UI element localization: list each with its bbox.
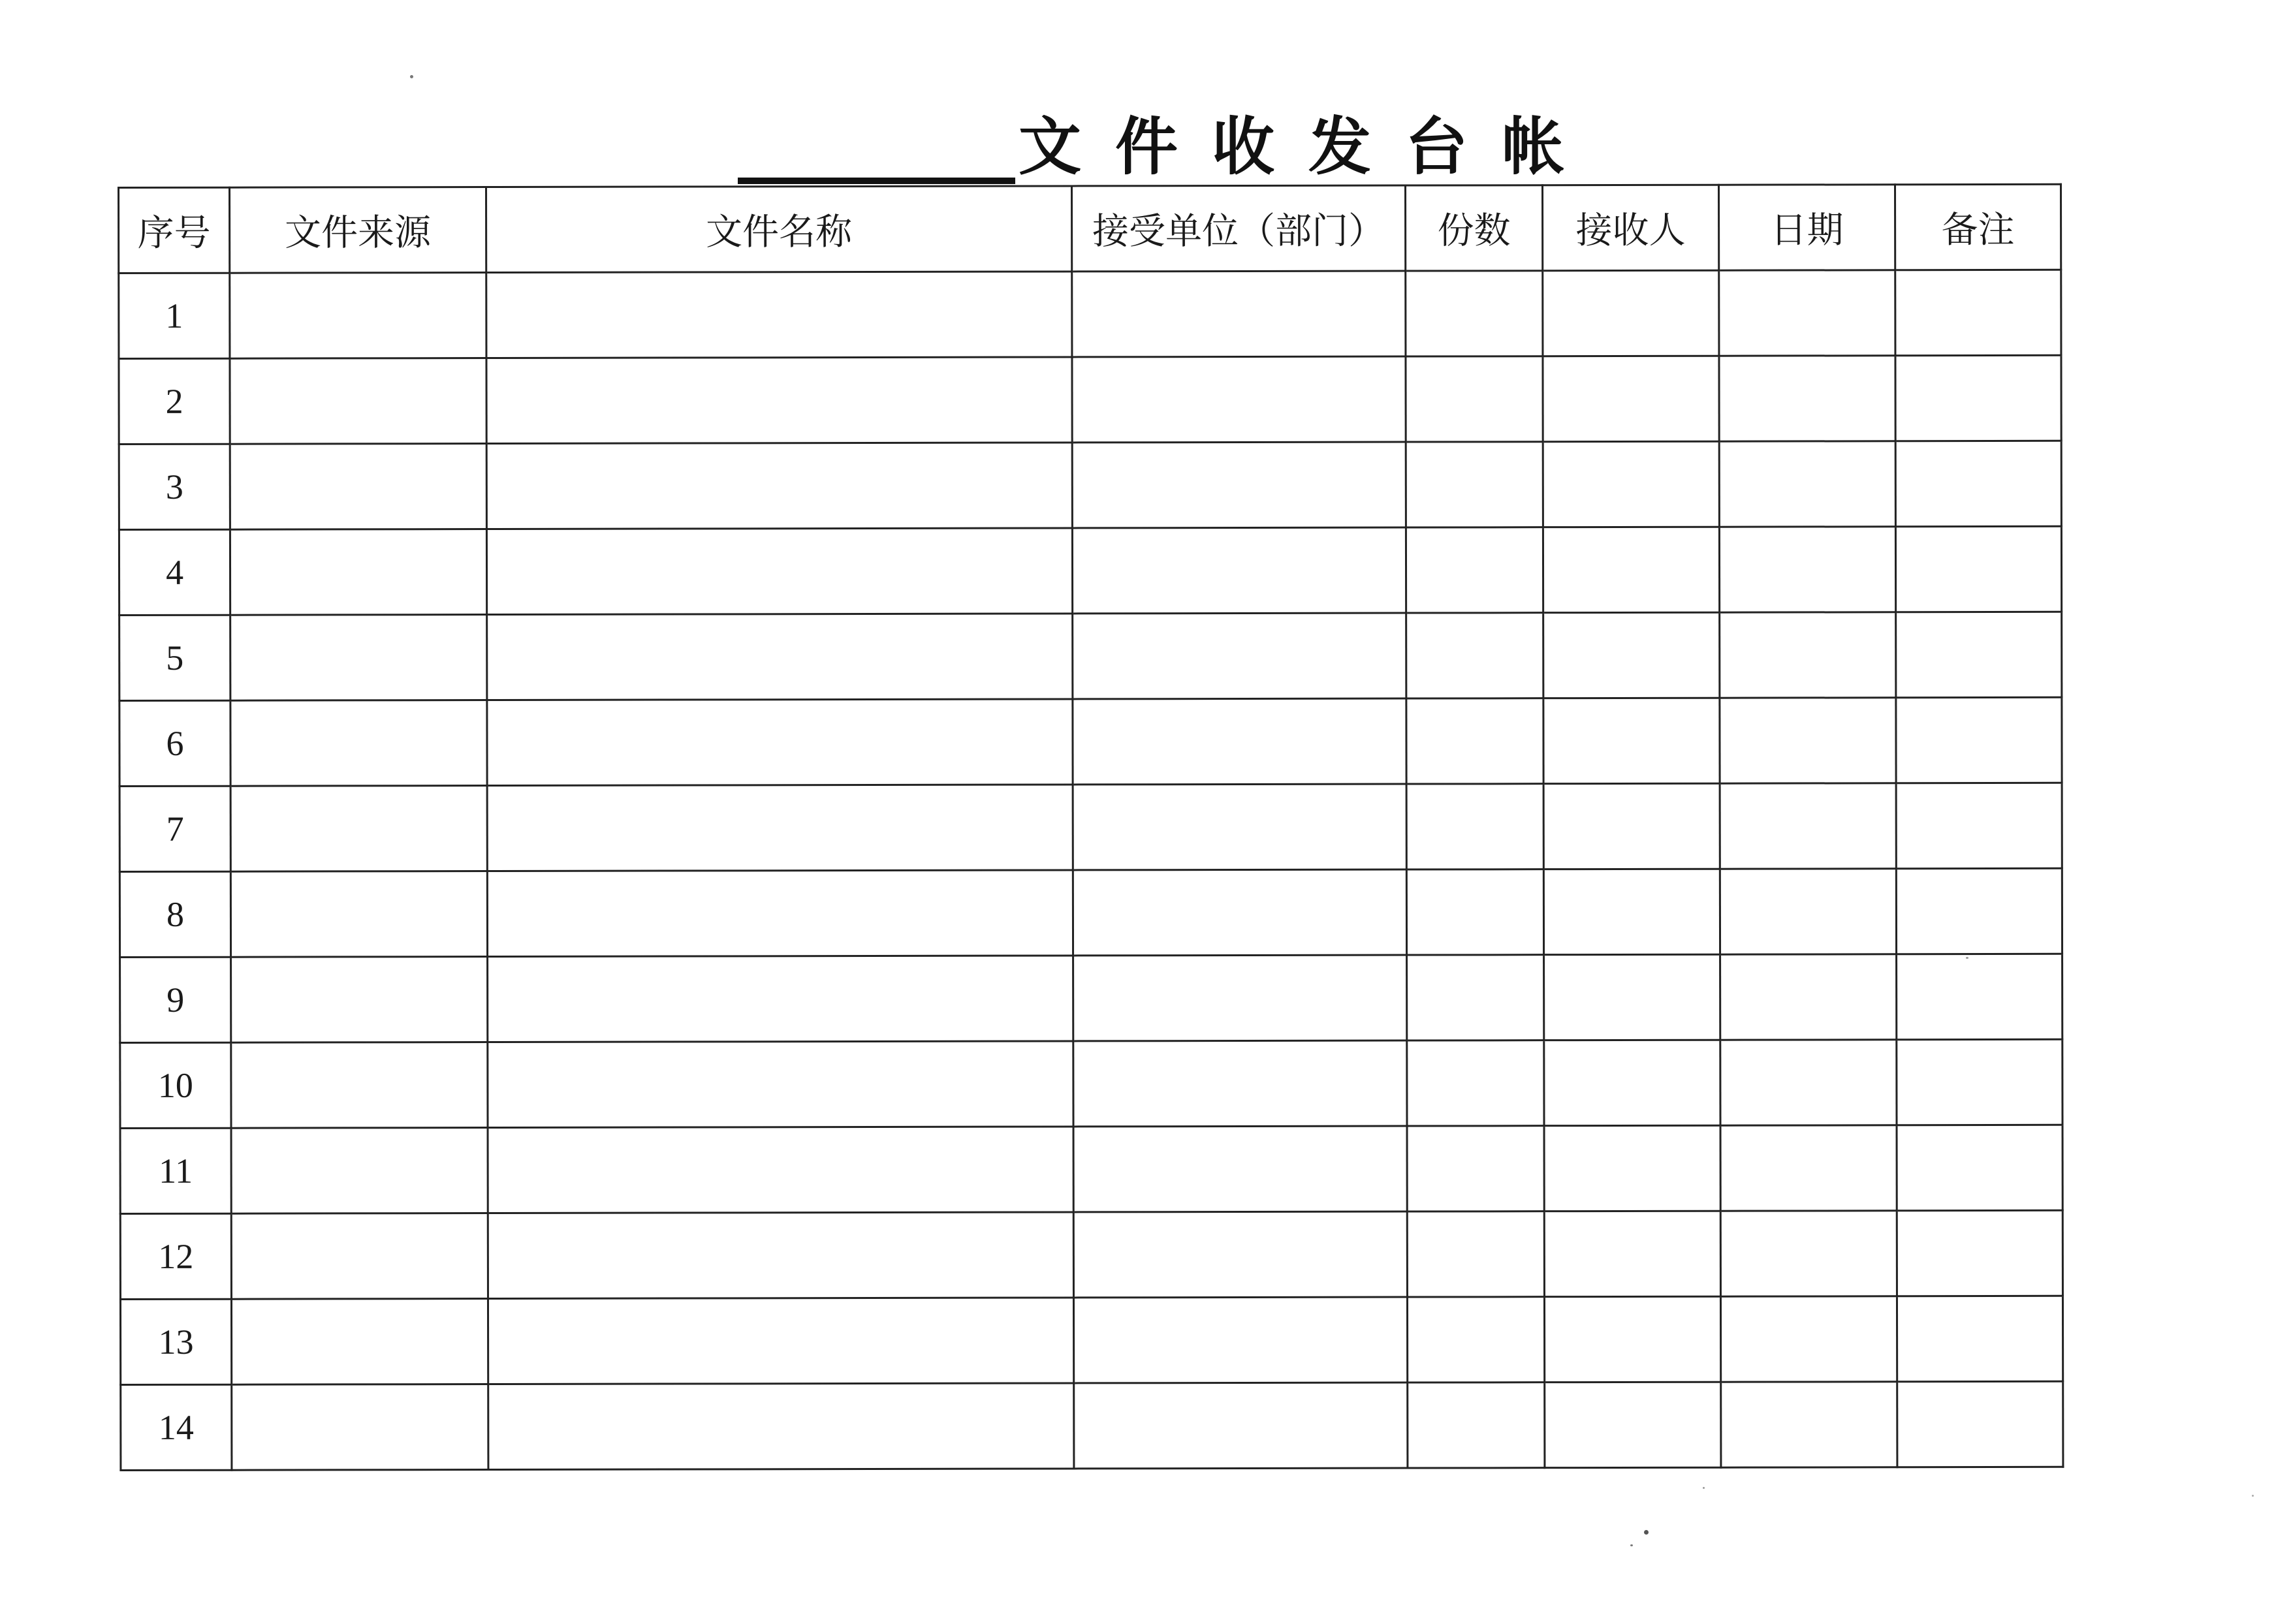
recipient-cell[interactable] [1544, 1125, 1720, 1211]
serial-number-cell: 10 [120, 1042, 231, 1128]
copies-cell[interactable] [1407, 1211, 1544, 1297]
receiving-unit-cell[interactable] [1073, 698, 1406, 785]
scan-speck [1630, 1544, 1633, 1546]
receiving-unit-cell[interactable] [1072, 527, 1406, 614]
table-row [121, 1381, 2063, 1470]
file-source-cell[interactable] [230, 615, 487, 701]
date-cell[interactable] [1719, 356, 1895, 441]
file-source-cell[interactable] [231, 1213, 488, 1300]
ledger-body [119, 270, 2063, 1470]
remarks-cell[interactable] [1895, 355, 2061, 441]
remarks-cell[interactable] [1895, 526, 2061, 612]
recipient-cell[interactable] [1544, 1211, 1720, 1296]
file-source-cell[interactable] [231, 957, 488, 1043]
remarks-cell[interactable] [1896, 868, 2062, 954]
remarks-cell[interactable] [1897, 1125, 2062, 1210]
remarks-cell[interactable] [1895, 441, 2061, 526]
file-name-cell[interactable] [488, 1041, 1073, 1128]
receiving-unit-cell[interactable] [1073, 1297, 1407, 1383]
file-name-cell[interactable] [487, 785, 1073, 871]
serial-number-cell: 1 [119, 273, 230, 358]
copies-cell[interactable] [1406, 698, 1543, 784]
title-text: 文件收发台帐 [1019, 110, 1598, 183]
serial-number-cell: 11 [120, 1128, 231, 1213]
remarks-cell[interactable] [1895, 270, 2061, 355]
file-source-cell[interactable] [231, 1128, 488, 1214]
date-cell[interactable] [1720, 1296, 1897, 1382]
file-name-cell[interactable] [488, 1298, 1073, 1384]
date-cell[interactable] [1720, 954, 1897, 1040]
serial-number-cell: 12 [120, 1213, 231, 1299]
date-cell[interactable] [1719, 270, 1895, 356]
file-name-cell[interactable] [487, 870, 1073, 957]
file-name-cell[interactable] [488, 1212, 1073, 1299]
copies-cell[interactable] [1406, 271, 1543, 356]
copies-cell[interactable] [1406, 356, 1543, 442]
recipient-cell[interactable] [1543, 270, 1719, 356]
recipient-cell[interactable] [1544, 1040, 1720, 1125]
header-file-name: 文件名称 [486, 186, 1072, 273]
copies-cell[interactable] [1406, 869, 1543, 955]
table-row [119, 612, 2062, 700]
receiving-unit-cell[interactable] [1073, 955, 1407, 1041]
remarks-cell[interactable] [1897, 1296, 2062, 1381]
header-remarks: 备注 [1895, 184, 2061, 270]
serial-number-cell: 7 [119, 786, 230, 871]
table-row [119, 526, 2061, 615]
file-source-cell[interactable] [230, 529, 486, 616]
file-source-cell[interactable] [230, 871, 487, 958]
scan-speck [410, 75, 413, 78]
file-name-cell[interactable] [486, 272, 1072, 358]
date-cell[interactable] [1720, 783, 1896, 869]
header-recipient: 接收人 [1542, 185, 1718, 270]
file-name-cell[interactable] [488, 1127, 1073, 1213]
table-row [119, 868, 2062, 957]
table-row [119, 697, 2062, 786]
recipient-cell[interactable] [1543, 356, 1719, 441]
table-row [120, 954, 2062, 1042]
receiving-unit-cell[interactable] [1074, 1382, 1408, 1469]
date-cell[interactable] [1720, 612, 1896, 698]
table-row [120, 1296, 2062, 1384]
date-cell[interactable] [1719, 441, 1895, 527]
recipient-cell[interactable] [1544, 1296, 1720, 1382]
table-row [120, 1125, 2062, 1213]
recipient-cell[interactable] [1543, 441, 1719, 527]
table-row [119, 783, 2062, 871]
recipient-cell[interactable] [1543, 612, 1720, 698]
recipient-cell[interactable] [1543, 527, 1719, 612]
file-name-cell[interactable] [487, 614, 1073, 700]
header-file-source: 文件来源 [230, 187, 486, 273]
remarks-cell[interactable] [1897, 1039, 2062, 1125]
date-cell[interactable] [1720, 869, 1896, 954]
title-blank-line[interactable] [738, 178, 1015, 184]
receiving-unit-cell[interactable] [1072, 271, 1406, 357]
scan-speck [1703, 1487, 1705, 1489]
serial-number-cell: 2 [119, 358, 230, 444]
file-name-cell[interactable] [486, 357, 1072, 444]
ledger-table [118, 183, 2064, 1471]
table-row [119, 270, 2061, 358]
date-cell[interactable] [1720, 698, 1896, 783]
receiving-unit-cell[interactable] [1073, 1211, 1407, 1298]
copies-cell[interactable] [1407, 955, 1544, 1040]
remarks-cell[interactable] [1897, 954, 2062, 1039]
copies-cell[interactable] [1407, 1297, 1544, 1382]
serial-number-cell: 14 [121, 1384, 232, 1470]
table-row [119, 355, 2061, 444]
scan-speck [1966, 957, 1968, 959]
file-name-cell[interactable] [487, 699, 1073, 786]
copies-cell[interactable] [1406, 442, 1543, 527]
copies-cell[interactable] [1406, 784, 1543, 869]
recipient-cell[interactable] [1545, 1382, 1721, 1467]
recipient-cell[interactable] [1544, 954, 1720, 1040]
recipient-cell[interactable] [1543, 698, 1720, 783]
serial-number-cell: 9 [120, 957, 231, 1042]
copies-cell[interactable] [1406, 613, 1543, 698]
date-cell[interactable] [1720, 1040, 1897, 1125]
file-name-cell[interactable] [486, 443, 1072, 529]
serial-number-cell: 13 [120, 1299, 231, 1384]
recipient-cell[interactable] [1543, 869, 1720, 954]
copies-cell[interactable] [1407, 1126, 1544, 1211]
remarks-cell[interactable] [1897, 1210, 2062, 1296]
date-cell[interactable] [1721, 1382, 1897, 1467]
file-source-cell[interactable] [230, 444, 486, 530]
header-date: 日期 [1718, 185, 1895, 270]
file-source-cell[interactable] [231, 1042, 488, 1129]
table-row [120, 1210, 2062, 1299]
serial-number-cell: 5 [119, 615, 230, 700]
scan-speck [1644, 1530, 1649, 1535]
table-row [120, 1039, 2062, 1128]
receiving-unit-cell[interactable] [1073, 1126, 1407, 1212]
file-source-cell[interactable] [230, 700, 487, 787]
file-source-cell[interactable] [231, 1299, 488, 1385]
receiving-unit-cell[interactable] [1073, 1040, 1407, 1127]
file-source-cell[interactable] [232, 1384, 488, 1471]
remarks-cell[interactable] [1896, 612, 2062, 697]
copies-cell[interactable] [1407, 1040, 1544, 1126]
file-source-cell[interactable] [230, 786, 487, 872]
header-copies: 份数 [1405, 185, 1542, 271]
recipient-cell[interactable] [1543, 783, 1720, 869]
document-title [738, 104, 1598, 189]
file-source-cell[interactable] [230, 358, 486, 445]
scan-speck [2252, 1495, 2254, 1497]
file-name-cell[interactable] [488, 956, 1073, 1042]
copies-cell[interactable] [1406, 527, 1543, 613]
remarks-cell[interactable] [1896, 783, 2062, 868]
table-row [119, 441, 2061, 529]
serial-number-cell: 8 [119, 871, 230, 957]
file-source-cell[interactable] [230, 273, 486, 359]
receiving-unit-cell[interactable] [1072, 356, 1406, 443]
serial-number-cell: 4 [119, 529, 230, 615]
serial-number-cell: 3 [119, 444, 230, 529]
header-serial-number: 序号 [119, 187, 230, 273]
receiving-unit-cell[interactable] [1073, 784, 1406, 870]
serial-number-cell: 6 [119, 700, 230, 786]
remarks-cell[interactable] [1897, 1381, 2063, 1467]
header-receiving-unit: 接受单位（部门） [1072, 185, 1406, 272]
receiving-unit-cell[interactable] [1073, 613, 1406, 699]
file-name-cell[interactable] [488, 1383, 1074, 1470]
remarks-cell[interactable] [1896, 697, 2062, 783]
date-cell[interactable] [1720, 1211, 1897, 1296]
receiving-unit-cell[interactable] [1072, 442, 1406, 528]
date-cell[interactable] [1720, 1125, 1897, 1211]
date-cell[interactable] [1719, 527, 1895, 612]
receiving-unit-cell[interactable] [1073, 869, 1406, 956]
copies-cell[interactable] [1408, 1382, 1545, 1468]
header-row [119, 184, 2061, 273]
file-name-cell[interactable] [486, 528, 1072, 615]
